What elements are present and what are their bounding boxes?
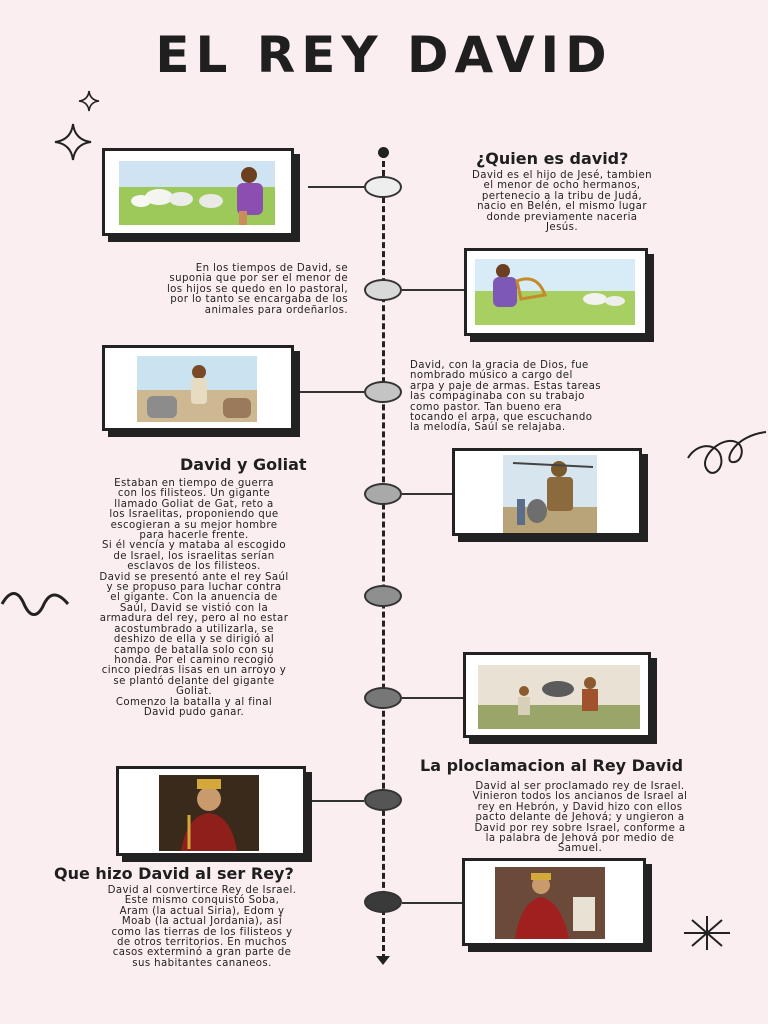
section-heading-quien-es-david: ¿Quien es david? — [476, 149, 629, 168]
battle-illustration — [478, 665, 640, 729]
timeline-node — [364, 585, 402, 607]
connector-line — [402, 493, 454, 495]
shepherd-illustration — [119, 161, 275, 225]
timeline-end-arrow — [376, 956, 390, 965]
king-scroll-frame — [462, 858, 646, 946]
timeline-line — [382, 152, 385, 960]
shepherd-illustration-frame — [102, 148, 294, 236]
section-text-quien-es-david: David es el hijo de Jesé, tambien el menor de ocho hermanos, pertenecio a la tribu de Judá, nacio en Belén, el mismo lugar donde previamente naceria Jesús. — [471, 170, 653, 234]
goliath-illustration-frame — [452, 448, 642, 536]
goliath-illustration — [503, 455, 597, 533]
section-text-david-y-goliat: Estaban en tiempo de guerra con los filisteos. Un gigante llamado Goliat de Gat, reto a los Israelitas, proponiendo que escogieran a su mejor hombre para hacerle frente. Si él vencía y mataba al escogido de Israel, los israelitas serían esclavos de los filisteos. David se presentó ante el rey Saúl y se propuso para luchar contra el gigante. Con la anuencia de Saúl, David se vistió con la armadura del rey, pero al no estar acostumbrado a utilizarla, se deshizo de ella y se dirigió al campo de batalla solo con su honda. Por el camino recogió cinco piedras lisas en un arroyo y se plantó delante del gigante Goliat. Comenzo la batalla y al final David pudo ganar. — [99, 478, 289, 718]
small-sparkle-icon — [78, 90, 100, 112]
section-text-pastoral: En los tiempos de David, se suponia que por ser el menor de los hijos se quedo en lo pastoral, por lo tanto se encargaba de los animales para ordeñarlos. — [166, 263, 348, 316]
musician-illustration — [137, 356, 257, 422]
connector-line — [308, 800, 364, 802]
king-portrait — [159, 775, 259, 851]
timeline-node — [364, 176, 402, 198]
battle-illustration-frame — [463, 652, 651, 738]
timeline-node — [364, 789, 402, 811]
harp-illustration — [475, 259, 635, 325]
connector-line — [300, 391, 364, 393]
timeline-start-dot — [378, 147, 389, 158]
connector-line — [308, 186, 364, 188]
timeline-node — [364, 279, 402, 301]
harp-illustration-frame — [464, 248, 648, 336]
section-heading-david-y-goliat: David y Goliat — [180, 455, 307, 474]
page-title: EL REY DAVID — [155, 26, 613, 84]
timeline-node — [364, 687, 402, 709]
musician-illustration-frame — [102, 345, 294, 431]
king-scroll-illustration — [495, 867, 605, 939]
section-text-que-hizo-david: David al convertirce Rey de Israel. Este mismo conquistó Soba, Aram (la actual Siria), Edom y Moab (la actual Jordania), así como las tierras de los filisteos y de otros territorios. En muchos casos exterminó a gran parte de sus habitantes cananeos. — [107, 885, 297, 969]
connector-line — [402, 902, 464, 904]
connector-line — [402, 697, 464, 699]
timeline-node — [364, 381, 402, 403]
section-text-proclamacion: David al ser proclamado rey de Israel. Vinieron todos los ancianos de Israel al rey en Hebrón, y David hizo con ellos pacto delante de Jehová; y ungieron a David por rey sobre Israel, conforme a la palabra de Jehová por medio de Samuel. — [472, 781, 688, 855]
timeline-node — [364, 891, 402, 913]
large-sparkle-icon — [53, 122, 93, 162]
section-text-musico: David, con la gracia de Dios, fue nombrado músico a cargo del arpa y paje de armas. Estas tareas las compaginaba con su trabajo como pastor. Tan bueno era tocando el arpa, que escuchando la melodía, Saúl se relajaba. — [410, 360, 602, 434]
asterisk-doodle-icon — [682, 914, 732, 952]
connector-line — [402, 289, 464, 291]
section-heading-que-hizo-david: Que hizo David al ser Rey? — [54, 864, 294, 883]
king-portrait-frame — [116, 766, 306, 856]
section-heading-proclamacion: La ploclamacion al Rey David — [420, 756, 684, 775]
timeline-node — [364, 483, 402, 505]
